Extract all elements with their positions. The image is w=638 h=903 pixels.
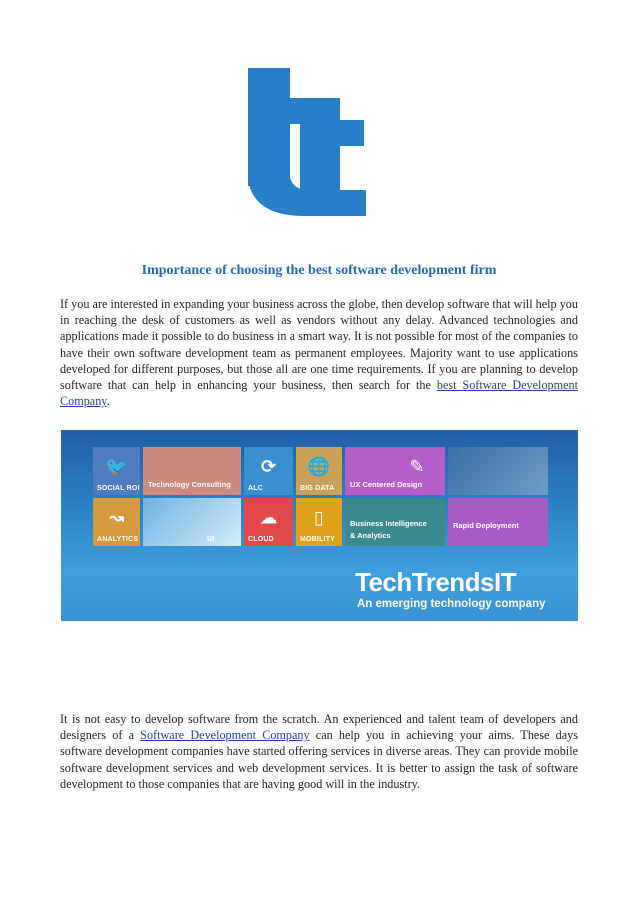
tile-ui [143, 498, 241, 546]
software-company-link[interactable]: Software Development Company [140, 728, 310, 743]
tile-analytics [93, 498, 140, 546]
intro-text: If you are interested in expanding your business across the globe, then develop software that will help you in reaching the desk of customers as well as vendors without any delay. Advanced technologies and applications made it possible to do business in a smart way. It is not possible for most of the companies to have their own software development team as permanent employees. Majority want to use applications developed for different purposes, but those all are one time requirements. If you are planning to develop software that can help in enhancing your business, then search for the [60, 297, 578, 393]
tile-social-roi [93, 447, 140, 495]
tile-photo-network [448, 447, 548, 495]
tile-social-label: SOCIAL ROI [97, 485, 140, 492]
phone-icon: ▯ [314, 507, 324, 528]
bird-icon: 🐦 [105, 456, 128, 477]
tile-ux-label: UX Centered Design [350, 480, 423, 489]
tile-mobility [296, 498, 342, 546]
banner-brand: TechTrendsIT [355, 567, 517, 597]
tile-ux-design [345, 447, 445, 495]
best-company-link[interactable]: best Software Development Company [60, 378, 579, 409]
tile-cloud [244, 498, 293, 546]
tile-business-intelligence [345, 498, 445, 546]
chart-icon: ↝ [108, 507, 125, 528]
tile-ui-label: UI [207, 536, 215, 543]
tt-logo-icon [248, 68, 366, 216]
brush-icon: ✎ [409, 456, 425, 477]
tile-alc-label: ALC [248, 485, 263, 492]
intro-end: . [106, 394, 110, 409]
tile-rapid-deployment [448, 498, 548, 546]
tile-bi-label-1: Business Intelligence [350, 519, 427, 528]
tile-analytics-label: ANALYTICS [97, 536, 139, 543]
cycle-icon: ⟳ [260, 456, 277, 477]
tile-technology-consulting [143, 447, 241, 495]
tile-bi-label-2: & Analytics [350, 531, 391, 540]
tile-cloud-label: CLOUD [248, 536, 274, 543]
tile-alc [244, 447, 293, 495]
second-paragraph [60, 711, 578, 792]
intro-paragraph [60, 296, 578, 409]
techtrends-banner-image [61, 430, 578, 621]
tile-rapid-label: Rapid Deployment [453, 521, 519, 530]
tile-bigdata-label: BIG DATA [300, 485, 335, 492]
article-heading: Importance of choosing the best software development firm [141, 263, 497, 278]
cloud-icon: ☁ [259, 507, 278, 528]
tile-big-data [296, 447, 342, 495]
globe-icon: 🌐 [307, 456, 331, 477]
banner-tagline: An emerging technology company [357, 598, 546, 610]
second-text-start: It is not easy to develop software from the scratch. An experienced and talent team of developers and designers of a [60, 712, 578, 743]
tile-mobility-label: MOBILITY [300, 536, 336, 543]
tile-tech-consulting-label: Technology Consulting [148, 480, 231, 489]
second-text-end: can help you in achieving your aims. These days software development companies have started offering services in diverse areas. They can provide mobile software development services and web development services. It is better to assign the task of software development to those companies that are having good will in the industry. [60, 728, 579, 791]
